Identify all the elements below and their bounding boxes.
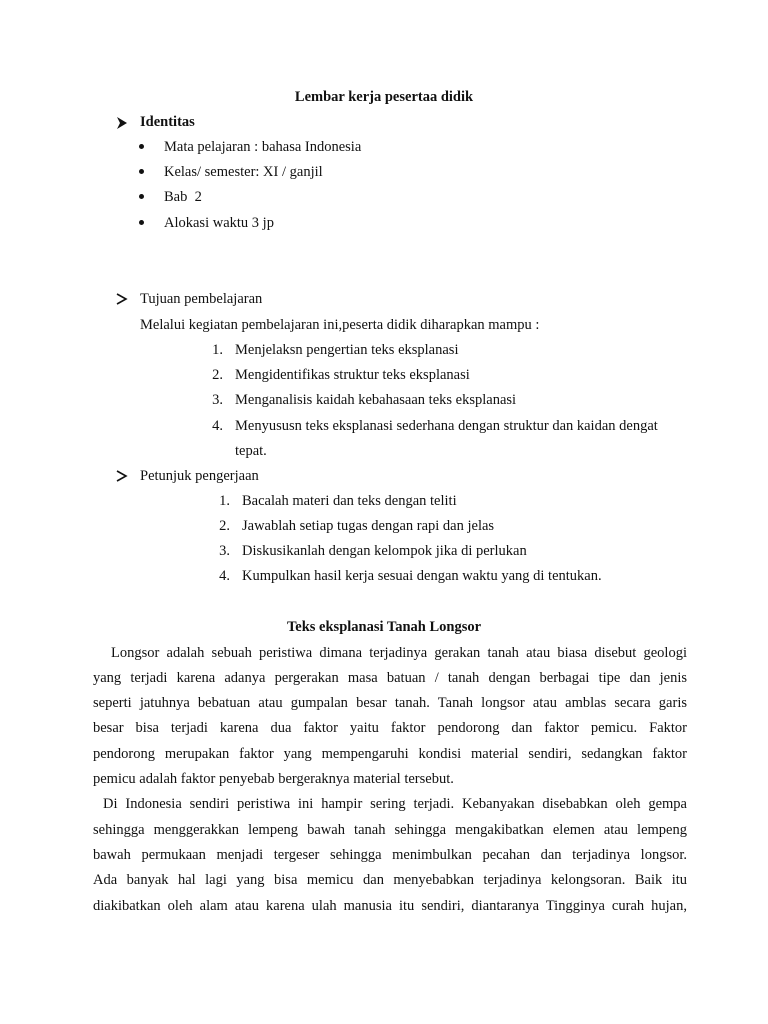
petunjuk-heading: Petunjuk pengerjaan [140, 468, 259, 484]
identitas-heading: Identitas [140, 114, 195, 130]
list-number: 1. [219, 493, 230, 509]
paragraph-line: yang terjadi karena adanya pergerakan masa batuan / tanah dengan berbagai tipe dan jenis [93, 670, 687, 686]
bullet-dot-icon [139, 144, 144, 149]
bullet-dot-icon [139, 194, 144, 199]
list-number: 3. [219, 543, 230, 559]
paragraph-line: Longsor adalah sebuah peristiwa dimana terjadinya gerakan tanah atau biasa disebut geologi [111, 645, 687, 661]
list-number: 1. [212, 342, 223, 358]
identitas-item: Kelas/ semester: XI / ganjil [164, 164, 323, 180]
tujuan-item: Menyususn teks eksplanasi sederhana dengan struktur dan kaidan dengat [235, 418, 658, 434]
petunjuk-item: Bacalah materi dan teks dengan teliti [242, 493, 457, 509]
page-title: Lembar kerja pesertaa didik [294, 89, 474, 105]
bullet-dot-icon [139, 220, 144, 225]
paragraph-line: Ada banyak hal lagi yang bisa memicu dan menyebabkan terjadinya kelongsoran. Baik itu [93, 872, 687, 888]
petunjuk-item: Kumpulkan hasil kerja sesuai dengan waktu yang di tentukan. [242, 568, 602, 584]
tujuan-item: Menjelaksn pengertian teks eksplanasi [235, 342, 459, 358]
list-number: 2. [212, 367, 223, 383]
arrow-bullet-icon [115, 114, 129, 132]
paragraph-line: pemicu adalah faktor penyebab bergeraknya material tersebut. [93, 771, 454, 787]
paragraph-line: besar bisa terjadi karena dua faktor yaitu faktor pendorong dan faktor pemicu. Faktor [93, 720, 687, 736]
petunjuk-item: Jawablah setiap tugas dengan rapi dan jelas [242, 518, 495, 534]
identitas-item: Mata pelajaran : bahasa Indonesia [164, 139, 362, 155]
paragraph-line: bawah permukaan menjadi tergeser sehingga menimbulkan pecahan dan terjadinya longsor. [93, 847, 687, 863]
arrow-bullet-icon [115, 467, 129, 485]
paragraph-line: seperti jatuhnya bebatuan atau gumpalan besar tanah. Tanah longsor atau amblas secara garis [93, 695, 687, 711]
bullet-dot-icon [139, 169, 144, 174]
list-number: 2. [219, 518, 230, 534]
section-title: Teks eksplanasi Tanah Longsor [286, 619, 482, 635]
list-number: 3. [212, 392, 223, 408]
arrow-bullet-icon [115, 290, 129, 308]
paragraph-line: pendorong merupakan faktor yang mempengaruhi kondisi material sendiri, sedangkan faktor [93, 746, 687, 762]
tujuan-item: Menganalisis kaidah kebahasaan teks eksplanasi [235, 392, 517, 408]
tujuan-item: Mengidentifikas struktur teks eksplanasi [235, 367, 470, 383]
petunjuk-item: Diskusikanlah dengan kelompok jika di perlukan [242, 543, 527, 559]
paragraph-line: Di Indonesia sendiri peristiwa ini hampir sering terjadi. Kebanyakan disebabkan oleh gempa [103, 796, 687, 812]
tujuan-heading: Tujuan pembelajaran [140, 291, 263, 307]
list-number: 4. [219, 568, 230, 584]
identitas-item: Alokasi waktu 3 jp [164, 215, 274, 231]
tujuan-intro: Melalui kegiatan pembelajaran ini,peserta didik diharapkan mampu : [140, 317, 540, 333]
identitas-item: Bab 2 [164, 189, 202, 205]
tujuan-item-continuation: tepat. [235, 443, 267, 459]
list-number: 4. [212, 418, 223, 434]
paragraph-line: diakibatkan oleh alam atau karena ulah manusia itu sendiri, diantaranya Tingginya curah hujan, [93, 898, 687, 914]
paragraph-line: sehingga menggerakkan lempeng bawah tanah sehingga mengakibatkan elemen atau lempeng [93, 822, 687, 838]
